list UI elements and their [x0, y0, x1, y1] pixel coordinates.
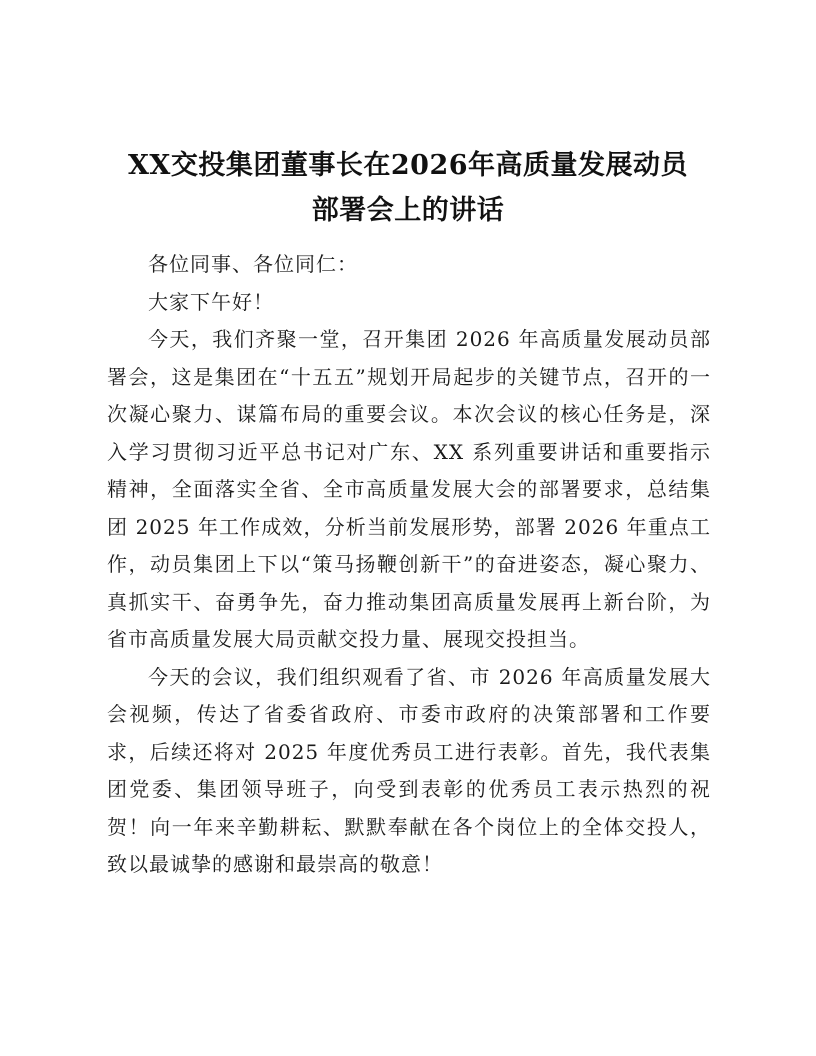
meeting-purpose-paragraph: 今天，我们齐聚一堂，召开集团 2026 年高质量发展动员部署会，这是集团在“十五五”规划开局起步的关键节点，召开的一次凝心聚力、谋篇布局的重要会议。本次会议的核心任务是，深入学习贯彻习近平总书记对广东、XX 系列重要讲话和重要指示精神，全面落实全省、全市高质量发展大会的部署要求，总结集团 2025 年工作成效，分析当前发展形势，部署 2026 年重点工作，动员集团上下以“策马扬鞭创新干”的奋进姿态，凝心聚力、真抓实干、奋勇争先，奋力推动集团高质量发展再上新台阶，为省市高质量发展大局贡献交投力量、展现交投担当。 [107, 327, 711, 651]
salutation-paragraph: 各位同事、各位同仁： [148, 252, 358, 276]
greeting-paragraph: 大家下午好！ [148, 289, 274, 314]
title-line-1: XX交投集团董事长在2026年高质量发展动员 [127, 150, 689, 181]
document-title [100, 143, 716, 233]
speech-body [107, 246, 711, 884]
meeting-agenda-paragraph: 今天的会议，我们组织观看了省、市 2026 年高质量发展大会视频，传达了省委省政府、市委市政府的决策部署和工作要求，后续还将对 2025 年度优秀员工进行表彰。首先，我代表集团党委、集团领导班子，向受到表彰的优秀员工表示热烈的祝贺！向一年来辛勤耕耘、默默奉献在各个岗位上的全体交投人，致以最诚挚的感谢和最崇高的敬意！ [107, 664, 711, 876]
title-line-2: 部署会上的讲话 [311, 195, 505, 226]
